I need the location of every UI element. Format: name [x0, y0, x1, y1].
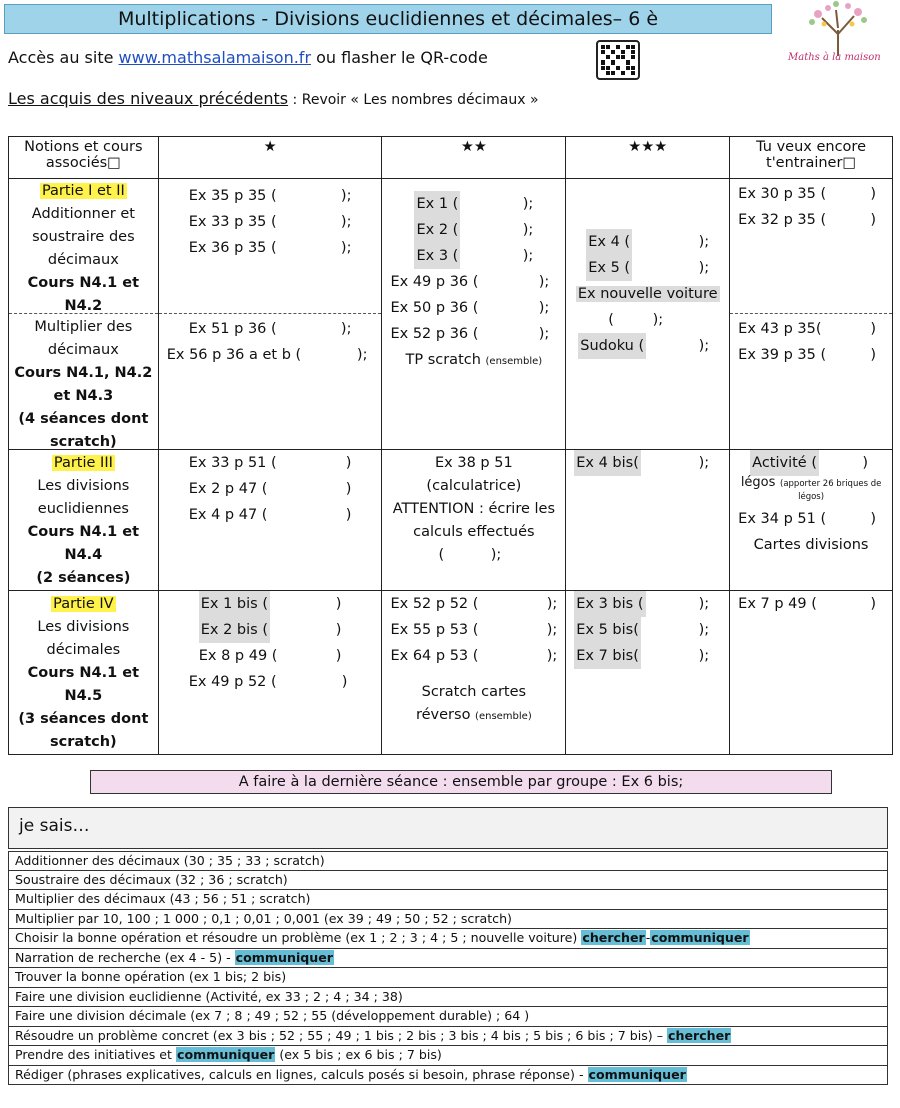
- part1-label: Partie I et II: [41, 183, 125, 199]
- site-access-prefix: Accès au site: [8, 48, 119, 67]
- list-item: Ex 3 bis ( );: [566, 591, 729, 617]
- skill-row: [8, 871, 888, 891]
- list-item: Ex 51 p 36 ( );: [188, 321, 352, 337]
- list-item: ( );: [608, 312, 664, 328]
- list-item: Ex 2 ( );: [382, 217, 565, 243]
- header-three-stars: ★★★: [566, 137, 730, 179]
- skill-row: [8, 929, 888, 949]
- skill-text: Faire une division décimale (ex 7 ; 8 ; 49 ; 52 ; 55 (développement durable) ; 64 ): [15, 1008, 530, 1023]
- star3-part3: [566, 450, 730, 591]
- list-item: Ex 43 p 35( ): [738, 321, 876, 337]
- cartes-divisions: Cartes divisions: [753, 537, 869, 553]
- list-item: Ex 39 p 35 ( ): [738, 347, 876, 363]
- list-item: Ex 1 ( );: [382, 191, 565, 217]
- list-item: Ex 2 p 47 ( ): [188, 481, 352, 497]
- skill-row: [8, 968, 888, 988]
- skill-row: [8, 949, 888, 969]
- list-item: Ex 5 ( );: [566, 255, 729, 281]
- skill-row: [8, 851, 888, 871]
- star2-part3: Ex 38 p 51 (calculatrice) ATTENTION : écrire les calculs effectués ( );: [382, 450, 566, 591]
- header-notions: Notions et cours associés□: [9, 137, 159, 179]
- skill-tag: communiquer: [176, 1047, 275, 1062]
- list-item: Ex 4 ( );: [566, 229, 729, 255]
- list-item: Activité ( ): [730, 450, 892, 476]
- star1-part4: [158, 591, 382, 755]
- list-item: Ex 52 p 52 ( );: [390, 596, 558, 612]
- skill-sep: -: [645, 930, 651, 945]
- list-item: Ex 35 p 35 ( );: [188, 188, 352, 204]
- seances-part1b: (4 séances dont scratch): [18, 411, 149, 450]
- skill-tag: chercher: [668, 1027, 731, 1043]
- list-item: Ex 33 p 51 ( ): [188, 455, 352, 471]
- skill-text: Rédiger (phrases explicatives, calculs en lignes, calculs posés si besoin, phrase réponse) -: [15, 1066, 588, 1082]
- prerequisites-label: Les acquis des niveaux précédents: [8, 89, 289, 108]
- skill-text: Multiplier des décimaux (43 ; 56 ; 51 ; scratch): [15, 891, 311, 906]
- prerequisites-text: : Revoir « Les nombres décimaux »: [288, 92, 539, 108]
- table-row-part4: [9, 591, 893, 755]
- tree-icon: [778, 0, 898, 56]
- logo: [778, 0, 898, 72]
- list-item: Ex 1 bis ( ): [159, 591, 382, 617]
- extra-part3: Activité ( ) légos (apporter 26 briques de légos) Ex 34 p 51 ( ) Cartes divisions: [730, 450, 893, 591]
- list-item: Ex 2 bis ( ): [159, 617, 382, 643]
- skill-row: [8, 910, 888, 930]
- skill-row: [8, 988, 888, 1008]
- skill-text: Additionner des décimaux (30 ; 35 ; 33 ; scratch): [15, 853, 325, 868]
- skill-tag: communiquer: [651, 930, 749, 945]
- skills-list: [8, 851, 888, 1085]
- skill-row: [8, 1066, 888, 1086]
- seances-part4: (3 séances dont scratch): [18, 711, 149, 750]
- list-item: Ex 52 p 36 ( );: [390, 326, 550, 342]
- skill-text: (ex 5 bis ; ex 6 bis ; 7 bis): [275, 1047, 442, 1062]
- table-row-part1: [9, 179, 893, 450]
- site-access-line: [8, 48, 488, 67]
- cours-part4: Cours N4.1 et N4.5: [27, 665, 140, 704]
- list-item: Ex 50 p 36 ( );: [390, 300, 550, 316]
- part3-label: Partie III: [53, 455, 113, 471]
- logo-text: Maths à la maison: [788, 52, 881, 63]
- site-link[interactable]: www.mathsalamaison.fr: [118, 48, 312, 67]
- notions-part3: [9, 450, 159, 591]
- site-access-suffix: ou flasher le QR-code: [311, 48, 488, 67]
- skills-title: je sais…: [8, 807, 888, 849]
- tp-scratch: TP scratch (ensemble): [405, 352, 543, 368]
- last-session-box: A faire à la dernière séance : ensemble par groupe : Ex 6 bis;: [90, 770, 832, 794]
- list-item: Ex 49 p 36 ( );: [390, 274, 550, 290]
- skill-text: Choisir la bonne opération et résoudre un problème (ex 1 ; 2 ; 3 ; 4 ; 5 ; nouvelle voiture): [15, 930, 582, 945]
- list-item: Ex 3 ( );: [382, 243, 565, 269]
- notion-add-sub: Additionner et soustraire des décimaux: [31, 206, 135, 268]
- table-header-row: [9, 137, 893, 179]
- seances-part3: (2 séances): [36, 570, 131, 586]
- table-row-part3: [9, 450, 893, 591]
- star2-part1: [382, 179, 566, 450]
- list-item: Sudoku ( );: [566, 333, 729, 359]
- qr-code-icon[interactable]: [596, 40, 640, 80]
- list-item: Ex 8 p 49 ( ): [198, 648, 342, 664]
- skill-tag: chercher: [582, 930, 645, 945]
- star2-part4: [382, 591, 566, 755]
- skill-row: [8, 1046, 888, 1066]
- skill-text: Soustraire des décimaux (32 ; 36 ; scratch): [15, 871, 288, 887]
- skill-tag: communiquer: [235, 949, 334, 965]
- skill-row: [8, 1027, 888, 1047]
- skill-tag: communiquer: [588, 1066, 686, 1082]
- list-item: Ex 33 p 35 ( );: [188, 214, 352, 230]
- notions-part4: [9, 591, 159, 755]
- cours-part1a: Cours N4.1 et N4.2: [27, 275, 140, 314]
- list-item: Ex 49 p 52 ( ): [188, 674, 348, 690]
- page-title: Multiplications - Divisions euclidiennes et décimales– 6 è: [4, 4, 772, 34]
- prerequisites-line: [8, 89, 539, 108]
- cours-part3: Cours N4.1 et N4.4: [27, 524, 140, 563]
- cours-part1b: Cours N4.1, N4.2 et N4.3: [14, 365, 153, 404]
- list-item: Ex 4 bis( );: [566, 450, 729, 476]
- skill-text: Trouver la bonne opération (ex 1 bis; 2 bis): [15, 969, 287, 984]
- skill-row: [8, 890, 888, 910]
- star3-part1: [566, 179, 730, 450]
- extra-part4: [730, 591, 893, 755]
- star1-part1: [158, 179, 382, 450]
- part4-label: Partie IV: [53, 596, 114, 612]
- list-item: Ex 7 p 49 ( ): [738, 596, 876, 612]
- extra-part1: [730, 179, 893, 450]
- list-item: Ex 4 p 47 ( ): [188, 507, 352, 523]
- notion-euclid: Les divisions euclidiennes: [37, 478, 130, 517]
- header-extra: Tu veux encore t'entrainer□: [730, 137, 893, 179]
- notion-multiply: Multiplier des décimaux: [34, 319, 133, 358]
- list-item: Ex 64 p 53 ( );: [390, 648, 558, 664]
- skill-text: Narration de recherche (ex 4 - 5) -: [15, 949, 235, 965]
- skill-row: [8, 1007, 888, 1027]
- list-item: Ex 34 p 51 ( ): [738, 511, 876, 527]
- exercise-table: [8, 136, 893, 755]
- header-one-star: ★: [158, 137, 382, 179]
- list-item: Ex 36 p 35 ( );: [188, 240, 352, 256]
- notion-decimal-div: Les divisions décimales: [37, 619, 130, 658]
- skill-text: Faire une division euclidienne (Activité, ex 33 ; 2 ; 4 ; 34 ; 38): [15, 988, 403, 1004]
- list-item: Ex 7 bis( );: [566, 643, 729, 669]
- scratch-cartes: Scratch cartes réverso (ensemble): [415, 684, 532, 723]
- skill-text: Prendre des initiatives et: [15, 1047, 176, 1062]
- header-two-stars: ★★: [382, 137, 566, 179]
- notions-part1: [9, 179, 159, 450]
- list-item: Ex 30 p 35 ( ): [738, 186, 876, 202]
- skill-text: Résoudre un problème concret (ex 3 bis ; 52 ; 55 ; 49 ; 1 bis ; 2 bis ; 3 bis ; 4 bis ; 5 bis ; 6 bis ; 7 bis) –: [15, 1027, 668, 1043]
- list-item: Ex 32 p 35 ( ): [738, 212, 876, 228]
- star1-part3: [158, 450, 382, 591]
- list-item: Ex 5 bis( );: [566, 617, 729, 643]
- list-item: Ex 55 p 53 ( );: [390, 622, 558, 638]
- star3-part4: [566, 591, 730, 755]
- list-item: Ex 56 p 36 a et b ( );: [166, 347, 368, 363]
- skill-text: Multiplier par 10, 100 ; 1 000 ; 0,1 ; 0,01 ; 0,001 (ex 39 ; 49 ; 50 ; 52 ; scratch): [15, 910, 512, 926]
- nouvelle-voiture: Ex nouvelle voiture: [577, 286, 718, 302]
